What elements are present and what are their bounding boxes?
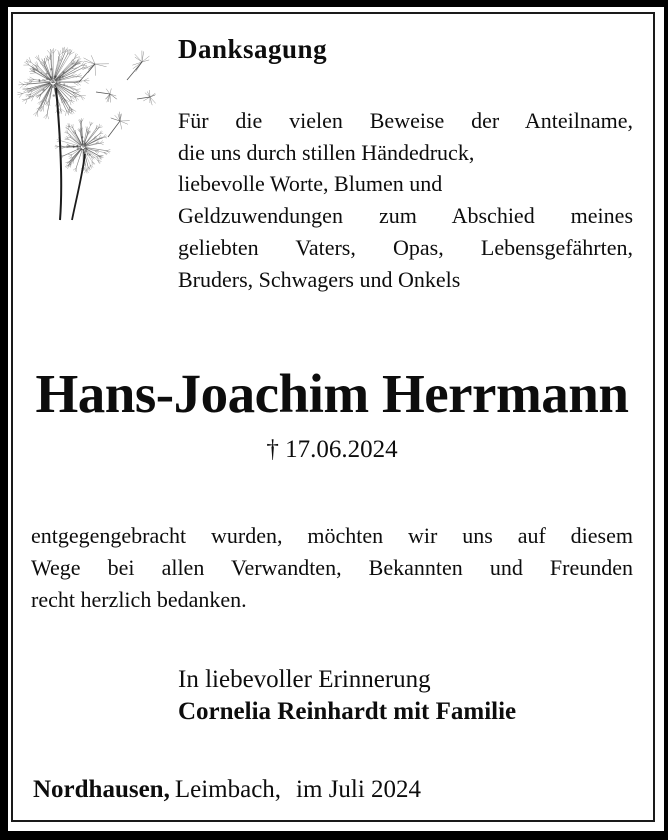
death-date: 17.06.2024 [285, 436, 398, 463]
intro-line: liebevolle Worte, Blumen und [178, 171, 443, 197]
place-primary: Nordhausen, [33, 776, 170, 803]
intro-line: geliebten Vaters, Opas, Lebensgefährten, [178, 234, 633, 260]
remembrance-block [178, 664, 618, 728]
thanks-paragraph [31, 520, 633, 616]
place-date-line [33, 774, 593, 806]
death-date-line [9, 435, 655, 465]
date-issued: im Juli 2024 [296, 776, 422, 803]
thanks-line: Wege bei allen Verwandten, Bekannten und Freunden [31, 555, 633, 580]
thanks-line: recht herzlich bedanken. [31, 587, 247, 612]
intro-line: die uns durch stillen Händedruck, [178, 139, 475, 165]
intro-line: Für die vielen Beweise der Anteilname, [178, 108, 633, 133]
thanks-line: entgegengebracht wurden, möchten wir uns auf diesem [31, 523, 633, 548]
remembrance-line: In liebevoller Erinnerung [178, 666, 431, 693]
intro-paragraph [178, 105, 633, 295]
deceased-name: Hans-Joachim Herrmann [35, 363, 629, 424]
family-signature: Cornelia Reinhardt mit Familie [178, 698, 517, 725]
dandelion-icon [8, 42, 168, 242]
notice-heading: Danksagung [178, 34, 328, 64]
place-secondary: Leimbach, [174, 776, 282, 803]
dagger-icon: † [266, 436, 279, 463]
intro-line: Bruders, Schwagers und Onkels [178, 266, 461, 292]
intro-line: Geldzuwendungen zum Abschied meines [178, 203, 633, 229]
